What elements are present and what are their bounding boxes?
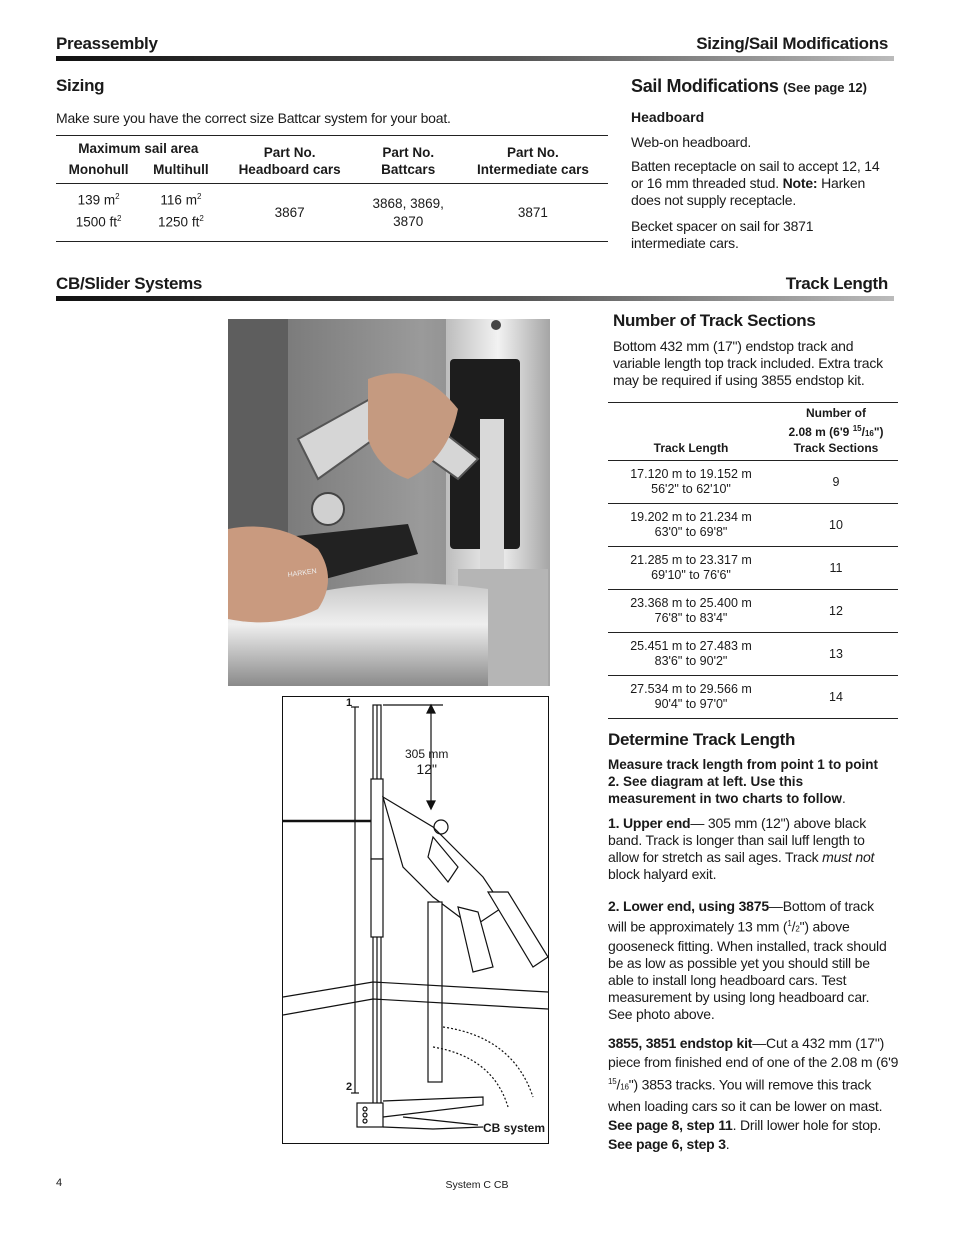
determine-lead xyxy=(608,756,892,807)
determine-lead-end: . xyxy=(842,791,846,806)
sizing-intro: Make sure you have the correct size Battcar system for your boat. xyxy=(56,110,451,126)
track-length-ft: 69'10" to 76'6" xyxy=(651,568,731,582)
superscript: 2 xyxy=(117,213,122,223)
fraction-num: 15 xyxy=(852,424,862,433)
track-length-m: 25.451 m to 27.483 m xyxy=(630,639,752,653)
fraction-den: 16 xyxy=(864,429,874,438)
track-sections-count: 14 xyxy=(774,676,898,719)
intermediate-part: 3871 xyxy=(517,204,548,220)
sail-mods-title: Sail Modifications xyxy=(631,76,779,96)
step-2-text: —Bottom of track will be approximately 13 mm ( xyxy=(608,898,874,935)
track-sections-intro: Bottom 432 mm (17") endstop track and variable length top track included. Extra track may be required if using 3855 endstop kit. xyxy=(613,338,883,388)
section-header-sizing-sail-mods: Sizing/Sail Modifications xyxy=(696,34,888,53)
table-row xyxy=(608,547,898,590)
track-length-ft: 83'6" to 90'2" xyxy=(654,654,728,668)
table-row xyxy=(608,633,898,676)
step-2-label: 2. Lower end, using 3875 xyxy=(608,898,769,914)
multihull-area-m: 116 m xyxy=(160,192,197,208)
footer-doc-title: System C CB xyxy=(445,1179,509,1191)
step-1-text: — 305 mm (12") above black band. Track is longer than sail luff length to allow for stretch as sail ages. Track xyxy=(608,815,867,865)
col-multihull: Multihull xyxy=(153,162,209,177)
table-row xyxy=(608,504,898,547)
col-number-line2-end: ") xyxy=(873,425,884,439)
track-length-cell xyxy=(608,547,774,590)
col-number-sections: Number of 2.08 m (6'9 $^{15}$/16") Track Sections xyxy=(788,406,884,455)
step-3-text-2: ") 3853 tracks. You will remove this track when loading cars so it can be lower on mast. xyxy=(608,1076,883,1114)
headboard-subhead: Headboard xyxy=(631,109,705,125)
track-sections-table xyxy=(608,402,898,719)
track-length-m: 27.534 m to 29.566 m xyxy=(630,682,752,696)
track-length-m: 23.368 m to 25.400 m xyxy=(630,596,752,610)
fraction-den: 2 xyxy=(795,924,800,934)
table-row xyxy=(608,590,898,633)
fraction-den: 16 xyxy=(620,1082,629,1092)
col-battcars-partno: Part No. xyxy=(382,144,435,160)
page-ref-2: See page 6, step 3 xyxy=(608,1135,726,1152)
track-sections-count: 10 xyxy=(774,504,898,547)
point-2-label: 2 xyxy=(346,1081,353,1093)
track-length-cell xyxy=(608,633,774,676)
monohull-area-ft: 1500 ft xyxy=(75,214,117,229)
col-number-line1: Number of xyxy=(806,406,866,420)
dimension-label xyxy=(405,747,448,778)
table-row xyxy=(56,184,608,242)
track-length-cell xyxy=(608,676,774,719)
step-1 xyxy=(608,815,892,883)
track-length-m: 17.120 m to 19.152 m xyxy=(630,467,752,481)
table-row xyxy=(608,461,898,504)
col-track-length: Track Length xyxy=(653,441,729,455)
mast-photo xyxy=(228,319,550,686)
col-number-line3: Track Sections xyxy=(793,441,879,455)
sail-mods-p2 xyxy=(631,158,893,209)
page-ref-1: See page 8, step 11 xyxy=(608,1116,733,1133)
col-monohull: Monohull xyxy=(68,162,129,177)
headboard-part: 3867 xyxy=(274,204,305,220)
col-battcars: Battcars xyxy=(381,161,436,177)
track-sections-count: 13 xyxy=(774,633,898,676)
monohull-area-m: 139 m xyxy=(77,192,116,208)
page-number: 4 xyxy=(56,1177,63,1189)
col-headboard-cars: Headboard cars xyxy=(238,161,341,177)
track-length-m: 19.202 m to 21.234 m xyxy=(630,510,752,524)
step-2-text-end: ") above gooseneck fitting. When installed, track should be as low as possible yet you should still be able to install long headboard cars. Test measurement by using long headboard car. See photo above. xyxy=(608,918,887,1022)
fraction-num: 1 xyxy=(787,919,792,928)
cb-system-diagram xyxy=(282,696,549,1144)
header-rule xyxy=(56,56,894,61)
track-rows xyxy=(608,461,898,719)
superscript: 2 xyxy=(115,192,120,201)
sail-mods-p2-text: Batten receptacle on sail to accept 12, 14 or 16 mm threaded stud. xyxy=(631,158,880,191)
battcars-part-2: 3870 xyxy=(393,213,424,229)
col-intermediate-cars: Intermediate cars xyxy=(477,161,589,177)
step-1-emphasis: must not xyxy=(822,849,875,865)
sizing-table xyxy=(56,135,608,242)
step-3-label: 3855, 3851 endstop kit xyxy=(608,1035,753,1051)
sail-mods-p2-text-end: Harken does not supply receptacle. xyxy=(631,175,866,208)
header-rule xyxy=(56,296,894,301)
sail-mods-see-page: (See page 12) xyxy=(783,80,867,95)
step-3-text-3: . Drill lower hole for stop. xyxy=(732,1116,882,1133)
superscript: 2 xyxy=(199,213,204,223)
track-sections-count: 11 xyxy=(774,547,898,590)
track-length-ft: 76'8" to 83'4" xyxy=(654,611,728,625)
step-1-text-end: block halyard exit. xyxy=(608,866,717,882)
fraction-num: 15 xyxy=(608,1077,617,1086)
col-max-sail-area: Maximum sail area xyxy=(78,141,199,156)
col-number-line2: 2.08 m (6'9 xyxy=(788,425,853,439)
dimension-mm: 305 mm xyxy=(405,747,449,761)
track-length-m: 21.285 m to 23.317 m xyxy=(630,553,752,567)
sail-mods-p1: Web-on headboard. xyxy=(631,134,752,150)
track-length-ft: 56'2" to 62'10" xyxy=(651,482,731,496)
col-headboard-partno: Part No. xyxy=(263,144,316,160)
superscript: 2 xyxy=(196,192,202,201)
diagram-caption: CB system xyxy=(483,1121,546,1135)
step-3-text-end: . xyxy=(725,1135,730,1152)
multihull-area-ft: 1250 ft xyxy=(158,214,200,229)
battcars-part-1: 3868, 3869, xyxy=(372,195,444,211)
track-sections-title: Number of Track Sections xyxy=(613,311,816,330)
step-3: 3855, 3851 endstop kit—Cut a 432 mm (17") piece from finished end of one of the 2.08 m (6'9 $^{15}$/16") 3853 tracks. You will remove this track when loading cars so it can be lower on mast. See page 8, step 11. Drill lower hole for stop. See page 6, step 3. xyxy=(608,1035,899,1152)
track-length-cell xyxy=(608,504,774,547)
determine-lead-text: Measure track length from point 1 to point 2. See diagram at left. Use this measurement in two charts to follow xyxy=(608,757,879,806)
dimension-in: 12" xyxy=(416,761,437,777)
track-sections-count: 12 xyxy=(774,590,898,633)
section-header-track-length: Track Length xyxy=(785,274,888,293)
note-label: Note: xyxy=(782,175,818,191)
track-length-ft: 63'0" to 69'8" xyxy=(654,525,728,539)
section-header-preassembly: Preassembly xyxy=(56,34,158,53)
sizing-title: Sizing xyxy=(56,76,105,95)
step-2: 2. Lower end, using 3875—Bottom of track will be approximately 13 mm ($^1$/2") above gooseneck fitting. When installed, track should be as low as possible yet you should still be able to install long headboard cars. Test measurement by using long headboard car. See photo above. xyxy=(608,898,887,1022)
track-length-cell xyxy=(608,590,774,633)
determine-title: Determine Track Length xyxy=(608,730,796,749)
section-header-cb-slider: CB/Slider Systems xyxy=(56,274,203,293)
col-intermediate-partno: Part No. xyxy=(507,144,559,160)
photo-illustration xyxy=(228,319,550,686)
track-length-ft: 90'4" to 97'0" xyxy=(654,697,728,711)
sail-mods-heading xyxy=(631,76,867,97)
table-row xyxy=(608,676,898,719)
track-sections-count: 9 xyxy=(774,461,898,504)
point-1-label: 1 xyxy=(346,697,353,709)
track-length-cell xyxy=(608,461,774,504)
step-1-label: 1. Upper end xyxy=(608,815,691,831)
sail-mods-p3: Becket spacer on sail for 3871 intermediate cars. xyxy=(631,218,814,251)
step-3-text: —Cut a 432 mm (17") piece from finished end of one of the 2.08 m (6'9 xyxy=(608,1035,899,1070)
photo-brand-label: HARKEN xyxy=(287,567,318,579)
